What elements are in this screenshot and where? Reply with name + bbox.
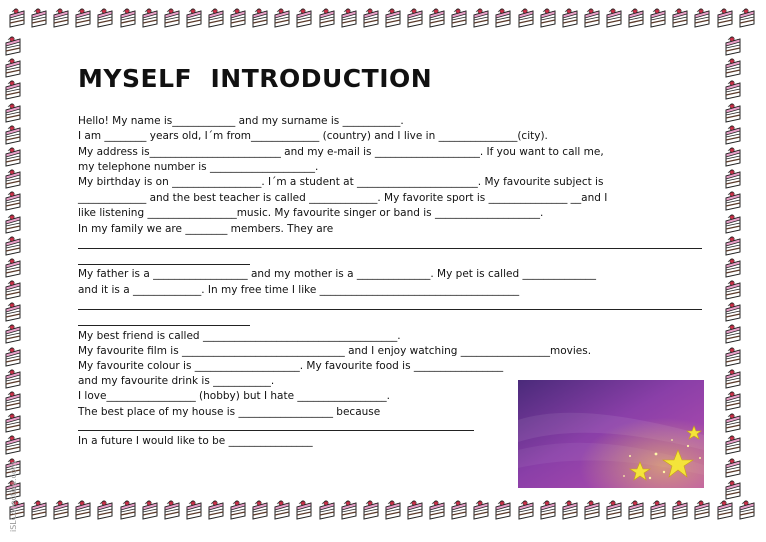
cake-slice-icon — [583, 6, 601, 28]
cake-slice-icon — [8, 6, 26, 28]
answer-line — [78, 248, 702, 249]
purple-stars-picture — [518, 380, 704, 488]
cake-slice-icon — [207, 498, 225, 520]
answer-line — [78, 325, 250, 326]
cake-slice-icon — [4, 78, 22, 100]
cake-slice-icon — [724, 456, 742, 478]
cake-slice-icon — [295, 498, 313, 520]
cake-slice-icon — [605, 6, 623, 28]
cake-slice-icon — [724, 345, 742, 367]
cake-slice-icon — [724, 478, 742, 500]
cake-slice-icon — [450, 6, 468, 28]
cake-slice-icon — [494, 6, 512, 28]
text-line-colour-food: My favourite colour is ____________________. My favourite food is _________________ — [78, 360, 504, 372]
cake-slice-icon — [52, 498, 70, 520]
text-line-hobby: I love_________________ (hobby) but I hate _________________. — [78, 390, 390, 402]
cake-slice-icon — [627, 498, 645, 520]
text-line-teacher: _____________ and the best teacher is called _____________. My favorite sport is _______________ __and I — [78, 192, 608, 204]
cake-slice-icon — [693, 6, 711, 28]
cake-slice-icon — [561, 6, 579, 28]
text-line-free-time: and it is a _____________. In my free time I like ______________________________________ — [78, 284, 520, 296]
cake-slice-icon — [295, 6, 313, 28]
answer-line — [78, 430, 474, 431]
cake-slice-icon — [539, 6, 557, 28]
cake-slice-icon — [738, 6, 756, 28]
cake-slice-icon — [428, 6, 446, 28]
decorative-border-right — [724, 34, 754, 500]
cake-slice-icon — [119, 6, 137, 28]
cake-slice-icon — [30, 6, 48, 28]
cake-slice-icon — [384, 498, 402, 520]
cake-slice-icon — [724, 78, 742, 100]
cake-slice-icon — [4, 212, 22, 234]
cake-slice-icon — [472, 498, 490, 520]
cake-slice-icon — [119, 498, 137, 520]
cake-slice-icon — [406, 6, 424, 28]
text-line-family: In my family we are ________ members. They are — [78, 223, 334, 235]
text-line-age: I am ________ years old, I´m from_____________ (country) and I live in _______________(city). — [78, 130, 548, 142]
text-line-drink: and my favourite drink is ___________. — [78, 375, 275, 387]
cake-slice-icon — [96, 498, 114, 520]
cake-slice-icon — [724, 411, 742, 433]
answer-line — [78, 264, 250, 265]
cake-slice-icon — [738, 498, 756, 520]
text-line-birthday: My birthday is on _________________. I´m a student at _______________________. My favourite subject is — [78, 176, 604, 188]
cake-slice-icon — [724, 322, 742, 344]
cake-slice-icon — [318, 498, 336, 520]
cake-slice-icon — [30, 498, 48, 520]
text-line-future: In a future I would like to be ________________ — [78, 435, 313, 447]
answer-line — [78, 309, 702, 310]
cake-slice-icon — [450, 498, 468, 520]
cake-slice-icon — [724, 189, 742, 211]
cake-slice-icon — [716, 498, 734, 520]
cake-slice-icon — [724, 145, 742, 167]
cake-slice-icon — [4, 56, 22, 78]
cake-slice-icon — [251, 498, 269, 520]
cake-slice-icon — [4, 322, 22, 344]
cake-slice-icon — [539, 498, 557, 520]
cake-slice-icon — [185, 6, 203, 28]
text-line-name: Hello! My name is____________ and my surname is ___________. — [78, 115, 404, 127]
cake-slice-icon — [4, 167, 22, 189]
cake-slice-icon — [141, 6, 159, 28]
cake-slice-icon — [163, 6, 181, 28]
cake-slice-icon — [4, 345, 22, 367]
cake-slice-icon — [340, 498, 358, 520]
cake-slice-icon — [229, 498, 247, 520]
cake-slice-icon — [517, 498, 535, 520]
cake-slice-icon — [627, 6, 645, 28]
cake-slice-icon — [273, 498, 291, 520]
text-line-address: My address is_________________________ and my e-mail is ____________________. If you want to call me, — [78, 146, 604, 158]
cake-slice-icon — [229, 6, 247, 28]
cake-slice-icon — [693, 498, 711, 520]
cake-slice-icon — [724, 34, 742, 56]
cake-slice-icon — [52, 6, 70, 28]
cake-slice-icon — [649, 498, 667, 520]
cake-slice-icon — [649, 6, 667, 28]
text-line-music: like listening _________________music. My favourite singer or band is ____________________. — [78, 207, 544, 219]
cake-slice-icon — [4, 145, 22, 167]
cake-slice-icon — [4, 411, 22, 433]
cake-slice-icon — [362, 498, 380, 520]
cake-slice-icon — [4, 123, 22, 145]
worksheet-title: MYSELF INTRODUCTION — [78, 64, 433, 93]
cake-slice-icon — [251, 6, 269, 28]
cake-slice-icon — [4, 34, 22, 56]
cake-slice-icon — [716, 6, 734, 28]
cake-slice-icon — [4, 101, 22, 123]
watermark — [9, 440, 21, 532]
cake-slice-icon — [340, 6, 358, 28]
watermark-text: iSLCollective.com — [9, 461, 18, 532]
text-line-parents: My father is a __________________ and my mother is a ______________. My pet is called ______________ — [78, 268, 596, 280]
cake-slice-icon — [428, 498, 446, 520]
cake-slice-icon — [141, 498, 159, 520]
cake-slice-icon — [724, 234, 742, 256]
cake-slice-icon — [671, 498, 689, 520]
cake-slice-icon — [724, 433, 742, 455]
cake-slice-icon — [494, 498, 512, 520]
cake-slice-icon — [724, 300, 742, 322]
cake-slice-icon — [4, 234, 22, 256]
decorative-border-top — [8, 6, 756, 36]
text-line-telephone: my telephone number is ____________________. — [78, 161, 319, 173]
cake-slice-icon — [724, 389, 742, 411]
cake-slice-icon — [724, 101, 742, 123]
cake-slice-icon — [724, 56, 742, 78]
cake-slice-icon — [472, 6, 490, 28]
cake-slice-icon — [724, 367, 742, 389]
cake-slice-icon — [4, 278, 22, 300]
cake-slice-icon — [163, 498, 181, 520]
cake-slice-icon — [4, 256, 22, 278]
cake-slice-icon — [4, 367, 22, 389]
cake-slice-icon — [96, 6, 114, 28]
cake-slice-icon — [724, 256, 742, 278]
cake-slice-icon — [724, 278, 742, 300]
cake-slice-icon — [4, 389, 22, 411]
cake-slice-icon — [724, 123, 742, 145]
decorative-border-bottom — [8, 498, 756, 528]
cake-slice-icon — [384, 6, 402, 28]
cake-slice-icon — [185, 498, 203, 520]
cake-slice-icon — [4, 189, 22, 211]
cake-slice-icon — [605, 498, 623, 520]
cake-slice-icon — [724, 212, 742, 234]
cake-slice-icon — [273, 6, 291, 28]
text-line-best-friend: My best friend is called _____________________________________. — [78, 330, 401, 342]
cake-slice-icon — [671, 6, 689, 28]
text-line-film: My favourite film is _______________________________ and I enjoy watching _________________movies. — [78, 345, 592, 357]
text-line-house: The best place of my house is __________________ because — [78, 406, 381, 418]
cake-slice-icon — [4, 300, 22, 322]
decorative-border-left — [4, 34, 34, 500]
cake-slice-icon — [583, 498, 601, 520]
cake-slice-icon — [318, 6, 336, 28]
cake-slice-icon — [724, 167, 742, 189]
cake-slice-icon — [406, 498, 424, 520]
cake-slice-icon — [517, 6, 535, 28]
cake-slice-icon — [561, 498, 579, 520]
cake-slice-icon — [74, 6, 92, 28]
cake-slice-icon — [362, 6, 380, 28]
cake-slice-icon — [207, 6, 225, 28]
cake-slice-icon — [74, 498, 92, 520]
